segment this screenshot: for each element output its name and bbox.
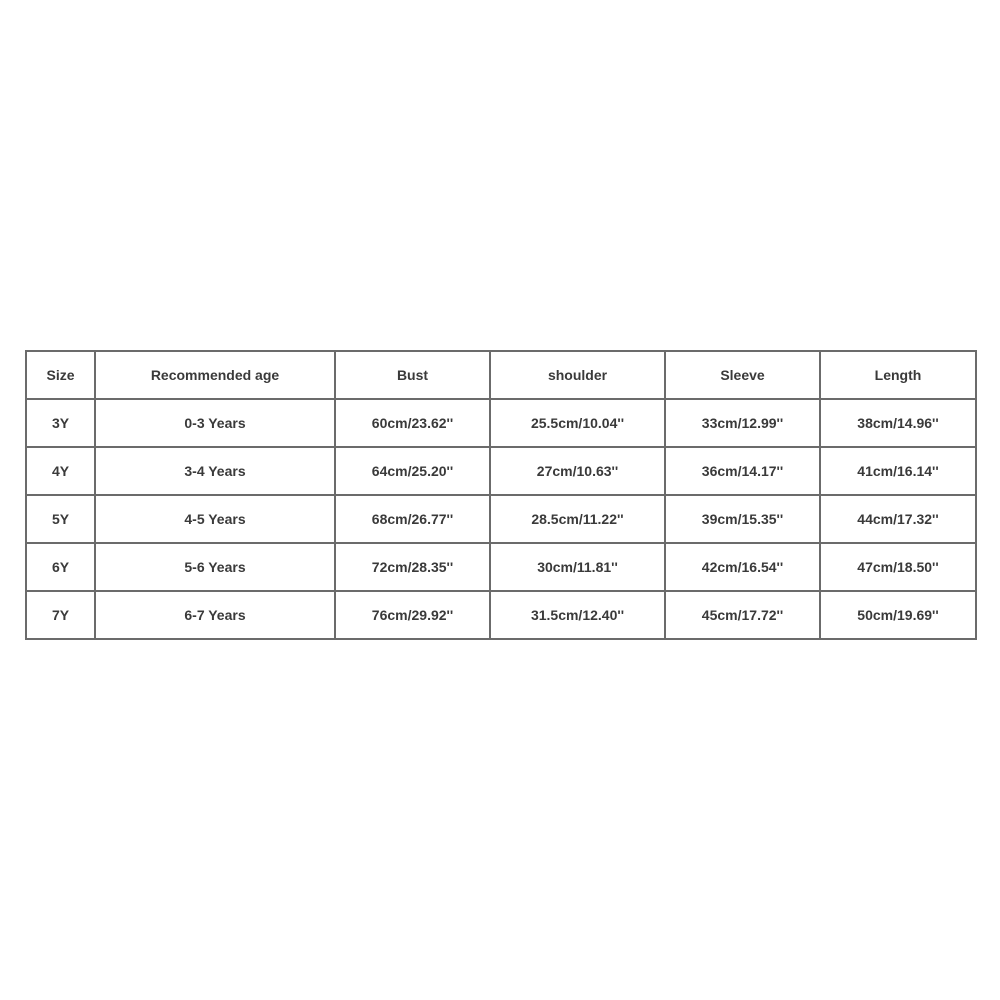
table-row bbox=[26, 591, 976, 639]
table-row bbox=[26, 447, 976, 495]
cell-size: 5Y bbox=[26, 495, 95, 543]
cell-shoulder: 31.5cm/12.40'' bbox=[490, 591, 665, 639]
cell-sleeve: 42cm/16.54'' bbox=[665, 543, 820, 591]
cell-recommended-age: 0-3 Years bbox=[95, 399, 335, 447]
header-size: Size bbox=[26, 351, 95, 399]
cell-length: 44cm/17.32'' bbox=[820, 495, 976, 543]
header-length: Length bbox=[820, 351, 976, 399]
cell-length: 47cm/18.50'' bbox=[820, 543, 976, 591]
cell-length: 41cm/16.14'' bbox=[820, 447, 976, 495]
cell-bust: 64cm/25.20'' bbox=[335, 447, 490, 495]
cell-sleeve: 45cm/17.72'' bbox=[665, 591, 820, 639]
cell-size: 7Y bbox=[26, 591, 95, 639]
header-recommended-age: Recommended age bbox=[95, 351, 335, 399]
cell-recommended-age: 3-4 Years bbox=[95, 447, 335, 495]
cell-recommended-age: 6-7 Years bbox=[95, 591, 335, 639]
cell-length: 50cm/19.69'' bbox=[820, 591, 976, 639]
cell-shoulder: 25.5cm/10.04'' bbox=[490, 399, 665, 447]
table-row bbox=[26, 495, 976, 543]
cell-recommended-age: 4-5 Years bbox=[95, 495, 335, 543]
cell-recommended-age: 5-6 Years bbox=[95, 543, 335, 591]
header-shoulder: shoulder bbox=[490, 351, 665, 399]
cell-shoulder: 27cm/10.63'' bbox=[490, 447, 665, 495]
cell-size: 3Y bbox=[26, 399, 95, 447]
cell-bust: 60cm/23.62'' bbox=[335, 399, 490, 447]
header-bust: Bust bbox=[335, 351, 490, 399]
cell-sleeve: 33cm/12.99'' bbox=[665, 399, 820, 447]
table-row bbox=[26, 399, 976, 447]
cell-size: 6Y bbox=[26, 543, 95, 591]
cell-bust: 68cm/26.77'' bbox=[335, 495, 490, 543]
cell-length: 38cm/14.96'' bbox=[820, 399, 976, 447]
cell-shoulder: 30cm/11.81'' bbox=[490, 543, 665, 591]
table-row bbox=[26, 543, 976, 591]
size-chart-table bbox=[25, 350, 977, 640]
cell-bust: 72cm/28.35'' bbox=[335, 543, 490, 591]
cell-sleeve: 36cm/14.17'' bbox=[665, 447, 820, 495]
cell-size: 4Y bbox=[26, 447, 95, 495]
cell-sleeve: 39cm/15.35'' bbox=[665, 495, 820, 543]
table-header-row bbox=[26, 351, 976, 399]
cell-bust: 76cm/29.92'' bbox=[335, 591, 490, 639]
cell-shoulder: 28.5cm/11.22'' bbox=[490, 495, 665, 543]
header-sleeve: Sleeve bbox=[665, 351, 820, 399]
